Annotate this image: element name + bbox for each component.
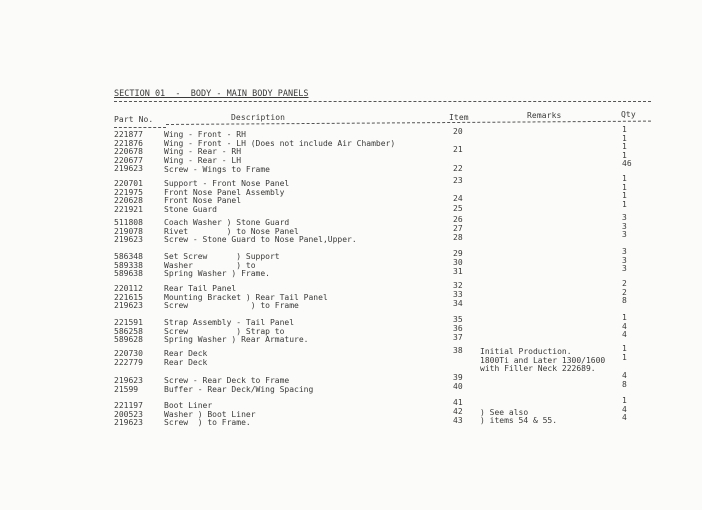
part-number: 220701: [114, 179, 143, 188]
section-title: SECTION 01 - BODY - MAIN BODY PANELS: [114, 89, 309, 99]
quantity: 1: [622, 182, 627, 192]
part-description: Coach Washer ) Stone Guard: [164, 218, 290, 228]
part-description: Screw ) to Frame: [164, 301, 299, 311]
quantity: 46: [622, 159, 632, 169]
part-number: 589628: [114, 335, 143, 345]
quantity: 1: [622, 396, 627, 405]
part-number: 586258: [114, 326, 143, 336]
quantity: 1: [622, 191, 627, 201]
remark-text: ) items 54 & 55.: [480, 416, 558, 426]
item-number: 29: [453, 249, 463, 258]
part-description: Wing - Front - LH (Does not include Air Chamber): [164, 138, 396, 148]
quantity: 4: [622, 404, 627, 414]
item-number: 31: [453, 267, 463, 277]
part-number: 221877: [114, 130, 143, 139]
quantity: 3: [622, 255, 627, 265]
part-number: 220112: [114, 284, 143, 293]
header-remarks: Remarks: [527, 111, 562, 120]
part-number: 220677: [114, 155, 143, 165]
remark-text: 1800Ti and Later 1300/1600: [480, 355, 606, 365]
part-number: 220678: [114, 147, 143, 157]
item-number: 26: [453, 215, 463, 224]
header-item: Item: [449, 113, 469, 122]
part-description: Rear Tail Panel: [164, 284, 237, 294]
header-description: Description: [231, 113, 286, 122]
header-qty: Qty: [621, 110, 636, 119]
part-description: Washer ) Boot Liner: [164, 409, 256, 419]
part-number: 219078: [114, 226, 143, 236]
quantity: 3: [622, 230, 627, 240]
part-description: Screw - Rear Deck to Frame: [164, 376, 290, 386]
quantity: 4: [622, 321, 627, 331]
part-number: 219623: [114, 301, 143, 311]
quantity: 1: [622, 174, 627, 183]
quantity: 8: [622, 296, 627, 306]
quantity: 3: [622, 221, 627, 231]
quantity: 1: [622, 352, 627, 362]
remark-text: ) See also: [480, 407, 529, 417]
quantity: 1: [622, 199, 627, 209]
part-number: 586348: [114, 252, 143, 261]
quantity: 4: [622, 413, 627, 423]
item-number: 30: [453, 258, 463, 268]
item-number: 41: [453, 398, 463, 407]
quantity: 3: [622, 213, 627, 222]
item-number: 25: [453, 203, 463, 213]
quantity: 1: [622, 142, 627, 152]
item-number: 37: [453, 333, 463, 343]
quantity: 1: [622, 125, 627, 134]
quantity: 2: [622, 279, 627, 288]
quantity: 8: [622, 379, 627, 389]
item-number: 34: [453, 299, 463, 309]
part-description: Wing - Rear - LH: [164, 156, 242, 166]
part-number: 221975: [114, 187, 143, 197]
quantity: 2: [622, 287, 627, 297]
part-number: 221876: [114, 138, 143, 148]
divider-header-left: [114, 127, 166, 128]
item-number: 32: [453, 281, 463, 290]
part-number: 221197: [114, 401, 143, 410]
part-number: 220730: [114, 349, 143, 358]
item-number: 21: [453, 145, 463, 155]
part-description: Rear Deck: [164, 357, 208, 367]
remark-text: Initial Production.: [480, 347, 572, 356]
item-number: 43: [453, 416, 463, 426]
item-number: 40: [453, 382, 463, 392]
part-description: Set Screw ) Support: [164, 252, 280, 262]
part-description: Washer ) to: [164, 260, 256, 270]
part-description: Front Nose Panel Assembly: [164, 187, 285, 197]
part-description: Rivet ) to Nose Panel: [164, 226, 299, 236]
item-number: 24: [453, 194, 463, 204]
part-number: 221921: [114, 204, 143, 214]
part-description: Spring Washer ) Rear Armature.: [164, 335, 309, 345]
part-description: Screw ) to Frame.: [164, 418, 251, 428]
part-description: Boot Liner: [164, 401, 213, 411]
remark-text: with Filler Neck 222689.: [480, 364, 596, 374]
part-description: Screw - Wings to Frame: [164, 164, 270, 174]
part-number: 511808: [114, 218, 143, 227]
quantity: 4: [622, 330, 627, 340]
item-number: 39: [453, 373, 463, 382]
header-part-no: Part No.: [114, 115, 154, 124]
item-number: 22: [453, 163, 463, 173]
quantity: 1: [622, 150, 627, 160]
part-description: Wing - Rear - RH: [164, 147, 242, 157]
part-number: 219623: [114, 376, 143, 385]
quantity: 4: [622, 371, 627, 380]
part-description: Rear Deck: [164, 349, 208, 359]
part-number: 219623: [114, 418, 143, 428]
quantity: 1: [622, 344, 627, 353]
part-number: 219623: [114, 164, 143, 174]
quantity: 1: [622, 313, 627, 322]
divider-top: [114, 101, 651, 102]
item-number: 38: [453, 346, 463, 355]
item-number: 23: [453, 176, 463, 185]
part-number: 221591: [114, 318, 143, 327]
part-number: 200523: [114, 409, 143, 419]
part-description: Spring Washer ) Frame.: [164, 269, 270, 279]
item-number: 20: [453, 127, 463, 136]
part-description: Mounting Bracket ) Rear Tail Panel: [164, 292, 328, 302]
item-number: 33: [453, 290, 463, 300]
part-description: Buffer - Rear Deck/Wing Spacing: [164, 384, 314, 394]
part-number: 21599: [114, 384, 139, 394]
part-description: Support - Front Nose Panel: [164, 179, 290, 189]
quantity: 1: [622, 133, 627, 143]
item-number: 27: [453, 224, 463, 234]
part-number: 219623: [114, 235, 143, 245]
item-number: 28: [453, 233, 463, 243]
part-description: Screw - Stone Guard to Nose Panel,Upper.: [164, 235, 357, 245]
part-description: Wing - Front - RH: [164, 130, 246, 140]
part-number: 221615: [114, 292, 143, 302]
item-number: 42: [453, 407, 463, 417]
quantity: 3: [622, 264, 627, 274]
quantity: 3: [622, 247, 627, 256]
part-description: Screw ) Strap to: [164, 326, 285, 336]
part-number: 589338: [114, 260, 143, 270]
part-number: 220628: [114, 196, 143, 206]
item-number: 36: [453, 324, 463, 334]
part-number: 222779: [114, 357, 143, 367]
part-description: Stone Guard: [164, 205, 217, 215]
item-number: 35: [453, 315, 463, 324]
part-description: Strap Assembly - Tail Panel: [164, 318, 295, 328]
part-description: Front Nose Panel: [164, 196, 242, 206]
part-number: 589638: [114, 269, 143, 279]
